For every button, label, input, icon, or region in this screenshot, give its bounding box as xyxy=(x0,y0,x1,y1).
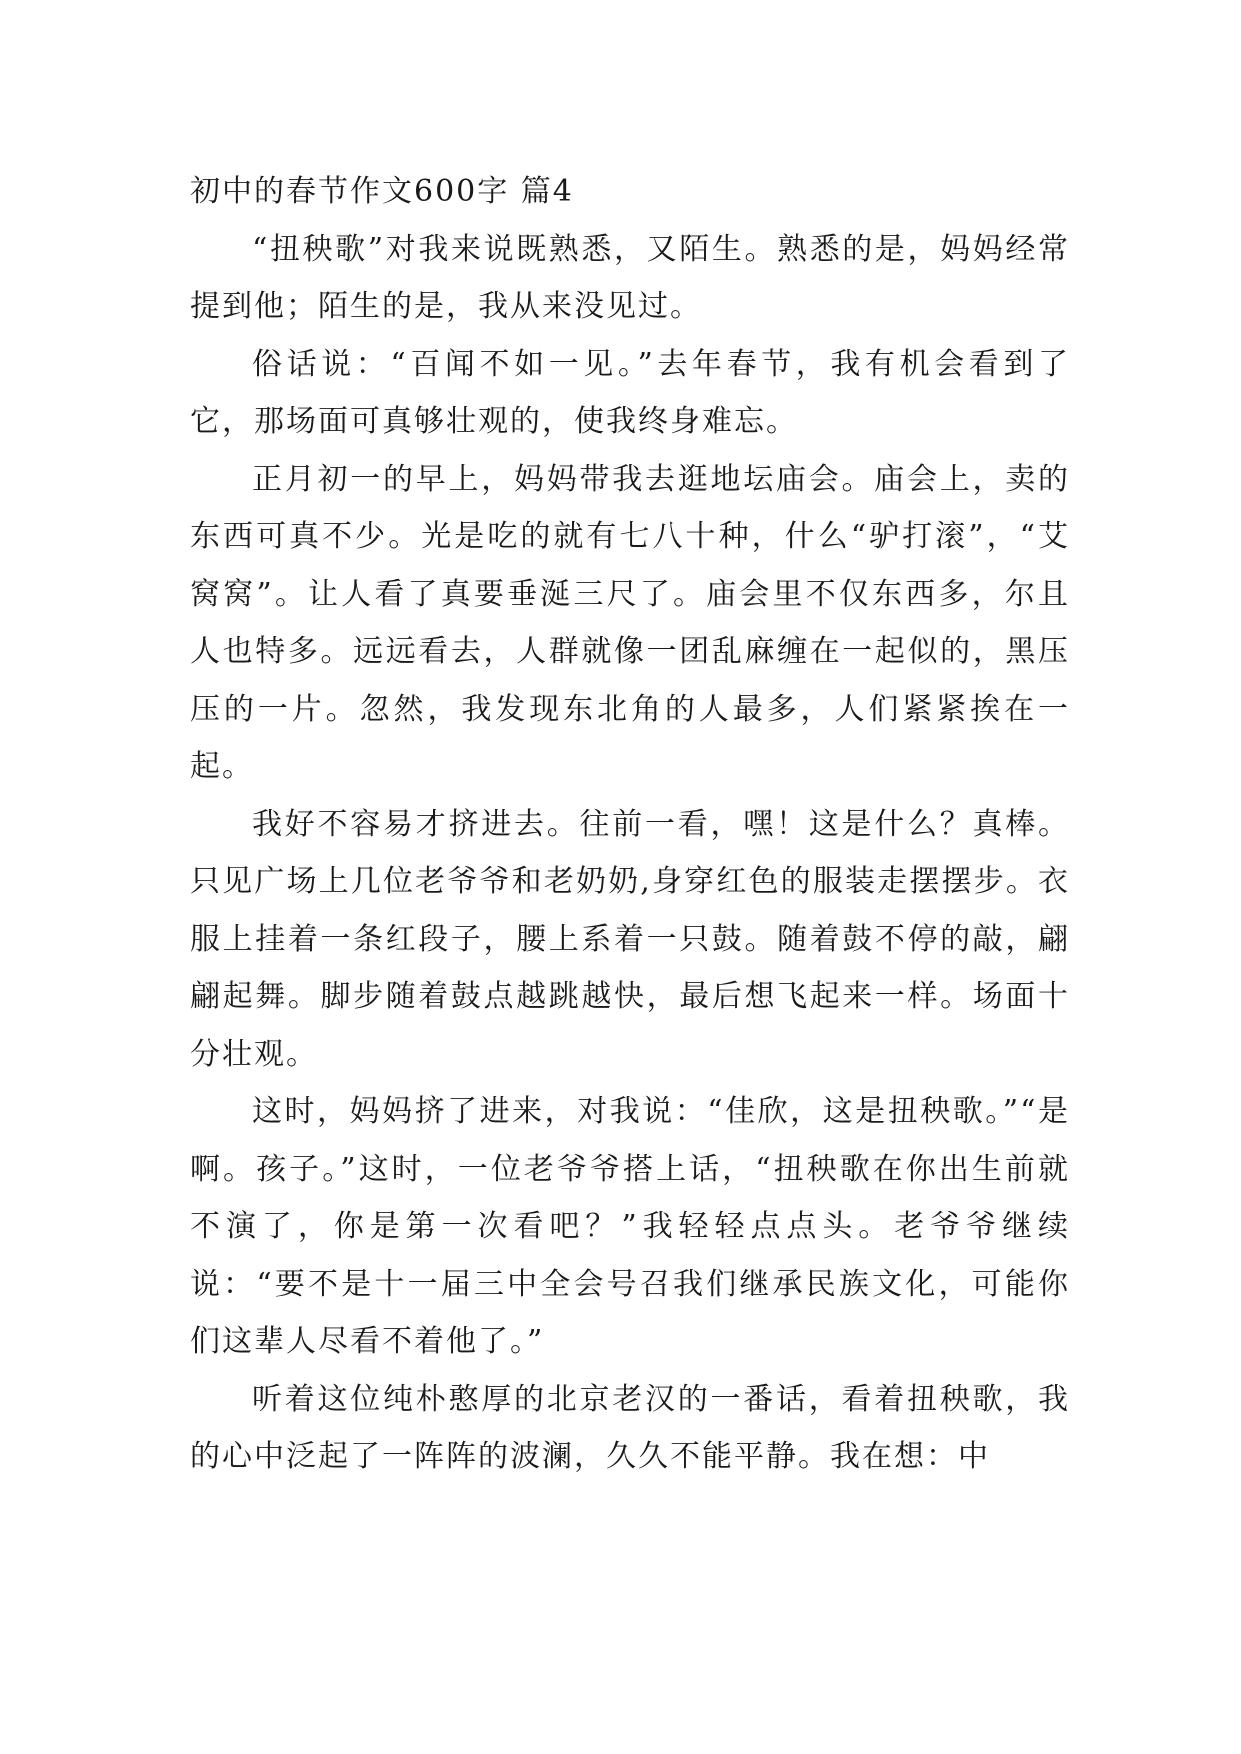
paragraph-1: “扭秧歌”对我来说既熟悉，又陌生。熟悉的是，妈妈经常提到他；陌生的是，我从来没见过。 xyxy=(190,231,1070,324)
paragraph-3: 正月初一的早上，妈妈带我去逛地坛庙会。庙会上，卖的东西可真不少。光是吃的就有七八十种，什么“驴打滚”，“艾窝窝”。让人看了真要垂涎三尺了。庙会里不仅东西多，尔且人也特多。远远看去，人群就像一团乱麻缠在一起似的，黑压压的一片。忽然，我发现东北角的人最多，人们紧紧挨在一起。 xyxy=(190,461,1070,784)
document-body xyxy=(190,163,1070,1486)
paragraph-6: 听着这位纯朴憨厚的北京老汉的一番话，看着扭秧歌，我的心中泛起了一阵阵的波澜，久久不能平静。我在想：中 xyxy=(190,1381,1070,1474)
paragraph-5: 这时，妈妈挤了进来，对我说：“佳欣，这是扭秧歌。”“是啊。孩子。”这时，一位老爷爷搭上话，“扭秧歌在你出生前就不演了，你是第一次看吧？”我轻轻点点头。老爷爷继续说：“要不是十一届三中全会号召我们继承民族文化，可能你们这辈人尽看不着他了。” xyxy=(190,1094,1070,1359)
paragraph-4: 我好不容易才挤进去。往前一看，嘿！这是什么？真棒。只见广场上几位老爷爷和老奶奶,身穿红色的服装走摆摆步。衣服上挂着一条红段子，腰上系着一只鼓。随着鼓不停的敲，翩翩起舞。脚步随着鼓点越跳越快，最后想飞起来一样。场面十分壮观。 xyxy=(190,806,1070,1072)
essay-title: 初中的春节作文600字 篇4 xyxy=(190,174,574,209)
paragraph-2: 俗话说：“百闻不如一见。”去年春节，我有机会看到了它，那场面可真够壮观的，使我终身难忘。 xyxy=(190,346,1070,439)
